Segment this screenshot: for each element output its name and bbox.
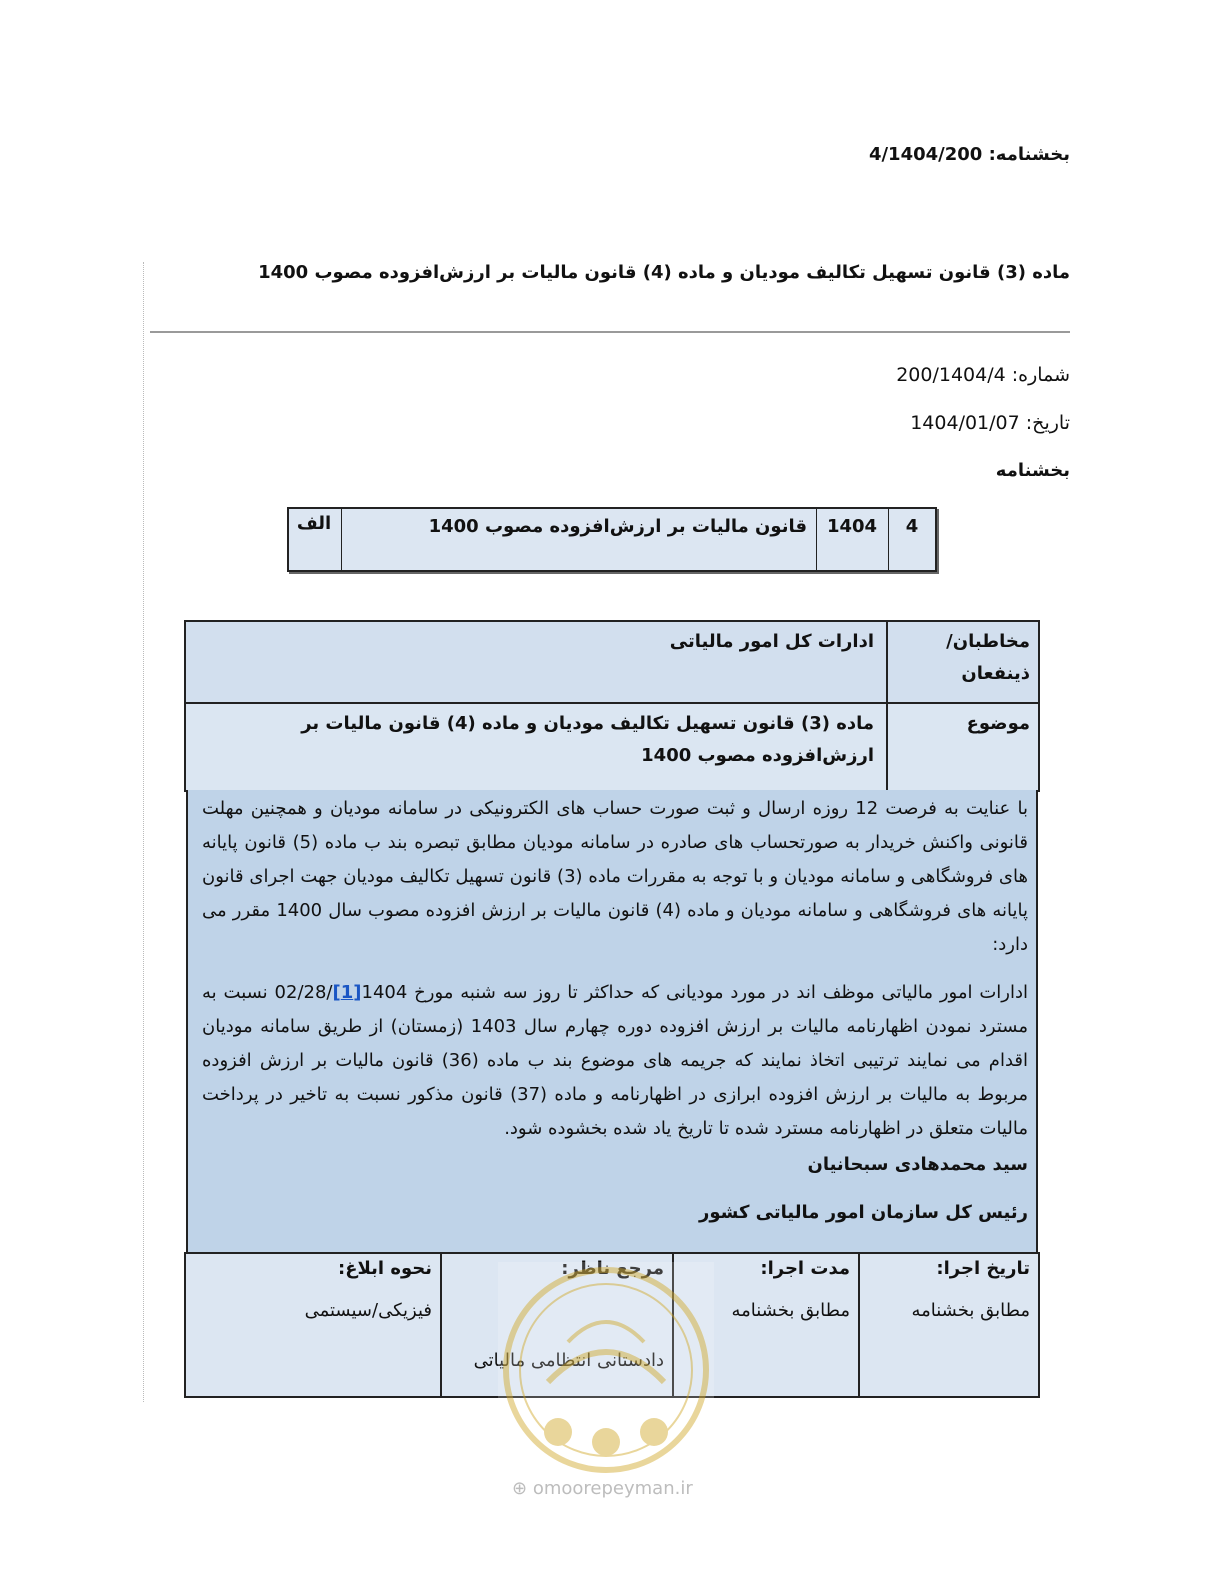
code-cell-4: الف <box>296 513 332 534</box>
signer-name: سید محمدهادی سبحانیان <box>807 1154 1028 1175</box>
exec-date-cell <box>858 1254 1038 1396</box>
watermark-site-text: omoorepeyman.ir <box>532 1478 693 1499</box>
meta-type: بخشنامه <box>995 460 1070 481</box>
exec-date-label: تاریخ اجرا: <box>936 1258 1030 1279</box>
duration-value: مطابق بخشنامه <box>731 1300 850 1321</box>
code-cell-1: 4 <box>888 509 935 570</box>
code-cell-2: 1404 <box>816 509 887 570</box>
circular-header-number: 4/1404/200 <box>868 144 983 165</box>
code-cell-3: قانون مالیات بر ارزش‌افزوده مصوب 1400 <box>341 509 815 570</box>
notify-value: فیزیکی/سیستمی <box>304 1300 432 1321</box>
signer-title: رئیس کل سازمان امور مالیاتی کشور <box>698 1202 1028 1223</box>
meta-number <box>896 364 1070 386</box>
body-paragraph-2-end: /02/28 نسبت به مسترد نمودن اظهارنامه مالیات بر ارزش افزوده دوره چهارم سال 1403 (زمستان) از طریق سامانه مودیان اقدام می نمایند ترتیبی اتخاذ نمایند که جریمه های موضوع بند ب ماده (36) قانون مالیات بر ارزش افزوده مربوط به مالیات بر ارزش افزوده ابرازی در اظهارنامه و ماده (37) قانون مذکور نسبت به تاخیر در پرداخت مالیات متعلق در اظهارنامه مسترد شده تا تاریخ یاد شده بخشوده شود. <box>202 982 1028 1139</box>
body-paragraph-2-start: ادارات امور مالیاتی موظف اند در مورد مودیانی که حداکثر تا روز سه شنبه مورخ 1404 <box>361 982 1028 1003</box>
document-title: ماده (3) قانون تسهیل تکالیف مودیان و ماده (4) قانون مالیات بر ارزش‌افزوده مصوب 1400 <box>258 262 1070 283</box>
meta-date-value: 1404/01/07 <box>910 412 1020 434</box>
subject-label: موضوع <box>886 704 1038 790</box>
meta-date <box>910 412 1070 434</box>
code-table <box>287 507 937 572</box>
supervisor-value: دادستانی انتظامی مالیاتی <box>473 1350 664 1371</box>
exec-date-value: مطابق بخشنامه <box>911 1300 1030 1321</box>
watermark-site <box>512 1478 693 1499</box>
audience-row <box>184 620 1040 704</box>
notify-cell <box>186 1254 440 1396</box>
footnote-link[interactable]: [1] <box>332 982 362 1003</box>
audience-label: مخاطبان/ ذینفعان <box>886 622 1038 702</box>
margin-guide-line <box>143 262 144 1402</box>
meta-date-label: تاریخ: <box>1025 412 1070 434</box>
supervisor-label: مرجع ناظر: <box>561 1258 664 1279</box>
meta-number-value: 200/1404/4 <box>896 364 1006 386</box>
seal-watermark-icon <box>498 1262 714 1478</box>
audience-value: ادارات کل امور مالیاتی <box>669 631 874 652</box>
body-paragraph-1: با عنایت به فرصت 12 روزه ارسال و ثبت صورت حساب های الکترونیکی در سامانه مودیان و همچنین مهلت قانونی واکنش خریدار به صورتحساب های صادره در سامانه مودیان مطابق تبصره بند ب ماده (5) قانون پایانه های فروشگاهی و سامانه مودیان و با توجه به مقررات ماده (3) قانون تسهیل تکالیف مودیان جهت اجرای قانون پایانه های فروشگاهی و سامانه مودیان و ماده (4) قانون مالیات بر ارزش افزوده مصوب سال 1400 مقرر می دارد: <box>202 798 1029 955</box>
circular-header <box>869 144 1070 165</box>
body-paragraph-2 <box>202 976 1028 1146</box>
globe-icon: ⊕ <box>512 1478 528 1499</box>
circular-body <box>186 790 1038 1254</box>
title-divider <box>150 331 1070 333</box>
subject-row <box>184 702 1040 792</box>
subject-value: ماده (3) قانون تسهیل تکالیف مودیان و ماده (4) قانون مالیات بر ارزش‌افزوده مصوب 1400 <box>301 713 874 766</box>
duration-label: مدت اجرا: <box>760 1258 850 1279</box>
meta-number-label: شماره: <box>1011 364 1070 386</box>
circular-header-label: بخشنامه: <box>988 144 1070 165</box>
notify-label: نحوه ابلاغ: <box>338 1258 432 1279</box>
